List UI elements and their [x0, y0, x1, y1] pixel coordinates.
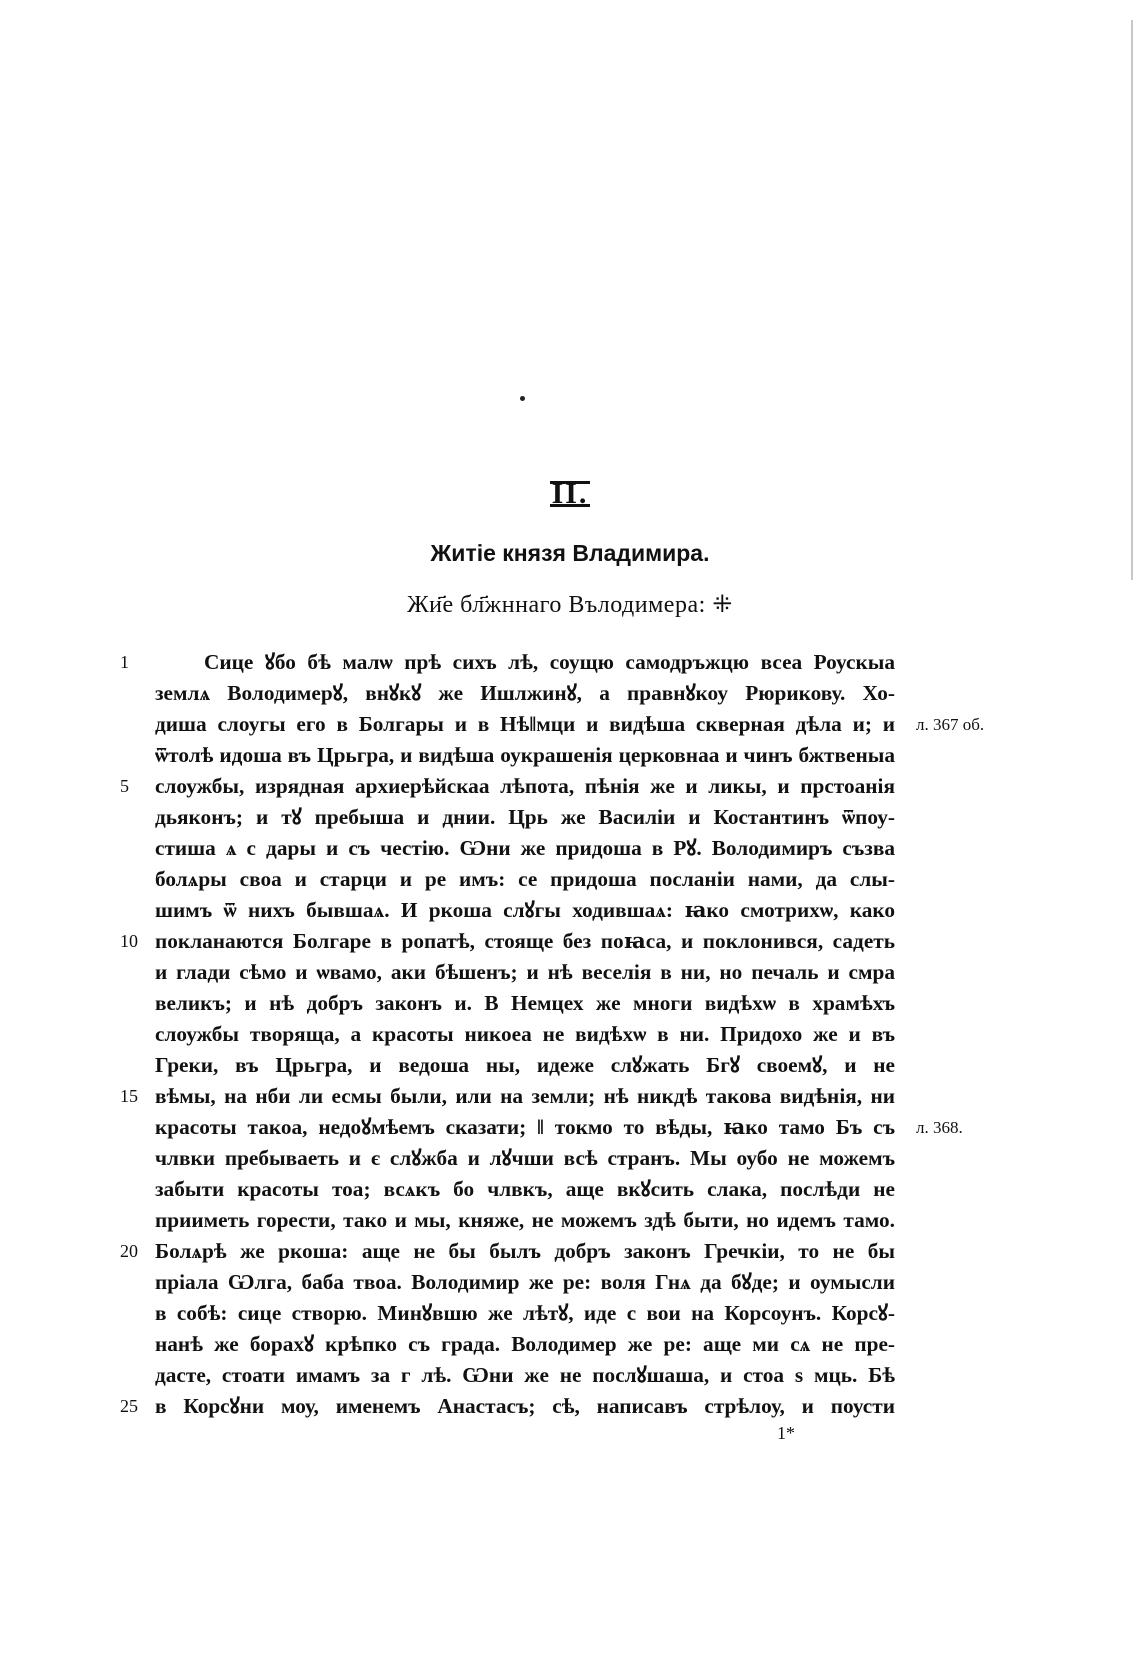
- text-line: покланаются Болгаре в ропатѣ, стояще без поꙗса, и поклонився, садеть: [155, 929, 895, 953]
- text-line: великъ; и нѣ добръ законъ и. В Немцех же многи видѣхѡ в храмѣхъ: [155, 991, 895, 1015]
- text-line: в Корсꙋни моу, именемъ Анастасъ; сѣ, написавъ стрѣлоу, и поусти: [155, 1394, 895, 1418]
- text-line: забыти красоты тоа; всѧкъ бо члвкъ, аще вкꙋсить слака, послѣди не: [155, 1177, 895, 1201]
- text-line: прииметь горести, тако и мы, княже, не можемъ здѣ быти, но идемъ тамо.: [155, 1208, 895, 1232]
- text-line: Греки, въ Црьгра, и ведоша ны, идеже слꙋжать Бгꙋ своемꙋ, и не: [155, 1053, 895, 1077]
- line-number: 5: [120, 776, 129, 796]
- line-number: 10: [120, 931, 138, 951]
- line-number: 20: [120, 1241, 138, 1261]
- text-line: красоты такоа, недоꙋмѣемъ сказати; ‖ токмо то вѣды, ꙗко тамо Бъ съ: [155, 1115, 895, 1139]
- text-line: диша слоугы его в Болгары и в Нѣ‖мци и видѣша скверная дѣла и; и: [155, 712, 895, 736]
- main-text: [155, 647, 895, 1422]
- text-line: ѿтолѣ идоша въ Црьгра, и видѣша оукрашенія церковнаа и чинъ бжтвеныа: [155, 743, 895, 767]
- text-line: Болѧрѣ же ркоша: аще не бы былъ добръ законъ Гречкіи, то не бы: [155, 1239, 895, 1263]
- page-subtitle: Жи҃е бл҃жннаго Вълодимера: ⁜: [407, 592, 733, 618]
- text-line: слоужбы творяща, а красоты никоеа не видѣхѡ в ни. Придохо же и въ: [155, 1022, 895, 1046]
- text-line: пріала Ѡлга, баба твоа. Володимир же ре: воля Гнѧ да бꙋде; и оумысли: [155, 1270, 895, 1294]
- line-number: 1: [120, 652, 129, 672]
- page-title: Житіе князя Владимира.: [430, 540, 710, 566]
- text-line: болѧры своа и старци и ре имъ: се придоша посланіи нами, да слы-: [155, 867, 895, 891]
- margin-reference: л. 368.: [916, 1118, 963, 1137]
- section-number: II.: [551, 477, 589, 510]
- text-line: дасте, стоати имамъ за г лѣ. Ѡни же не послꙋшаша, и стоа ѕ мць. Бѣ: [155, 1363, 895, 1387]
- text-line: и глади сѣмо и ѡвамо, аки бѣшенъ; и нѣ веселія в ни, но печаль и смра: [155, 960, 895, 984]
- scan-speck: [520, 396, 525, 401]
- text-line: слоужбы, изрядная архиерѣйскаа лѣпота, пѣнія же и ликы, и прстоанія: [155, 774, 895, 798]
- text-line: вѣмы, на нби ли есмы были, или на земли; нѣ никдѣ такова видѣнія, ни: [155, 1084, 895, 1108]
- text-line: стиша ѧ с дары и съ честію. Ѡни же придоша в Рꙋ. Володимиръ съзва: [155, 836, 895, 860]
- line-number: 15: [120, 1086, 138, 1106]
- text-line: землѧ Володимерꙋ, внꙋкꙋ же Ишлжинꙋ, а правнꙋкоу Рюрикову. Хо-: [155, 681, 895, 705]
- line-number: 25: [120, 1396, 138, 1416]
- text-line: Сице ꙋбо бѣ малѡ прѣ сихъ лѣ, соущю самодръжцю всеа Роускыа: [204, 650, 895, 674]
- margin-reference: л. 367 об.: [916, 715, 985, 734]
- signature-mark: 1*: [777, 1423, 795, 1443]
- text-line: члвки пребываеть и є слꙋжба и лꙋчши всѣ странъ. Мы оубо не можемъ: [155, 1146, 895, 1170]
- text-line: нанѣ же борахꙋ крѣпко съ града. Володимер же ре: аще ми сѧ не пре-: [155, 1332, 895, 1356]
- text-line: шимъ ѿ нихъ бывшаѧ. И ркоша слꙋгы ходившаѧ: ꙗко смотрихѡ, како: [155, 898, 895, 922]
- text-line: в собѣ: сице створю. Минꙋвшю же лѣтꙋ, иде с вои на Корсоунъ. Корсꙋ-: [155, 1301, 895, 1325]
- text-line: дьяконъ; и тꙋ пребыша и днии. Црь же Василіи и Костантинъ ѿпоу-: [155, 805, 895, 829]
